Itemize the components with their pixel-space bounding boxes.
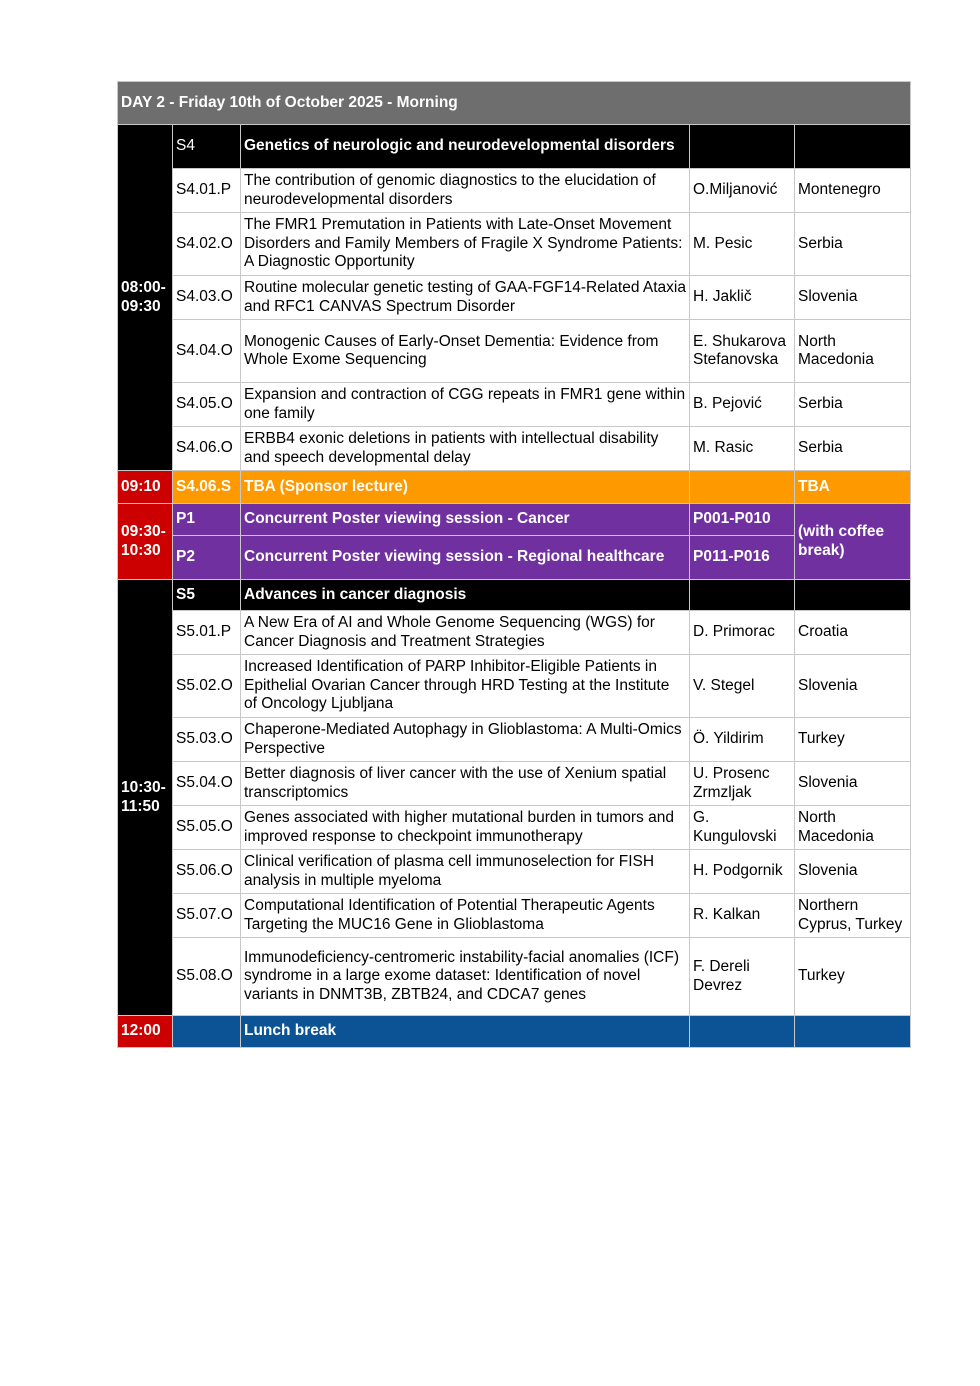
talk-code: S4.06.O bbox=[173, 427, 241, 471]
s4-code: S4 bbox=[173, 125, 241, 169]
talk-row bbox=[118, 806, 911, 850]
talk-title: Increased Identification of PARP Inhibitor-Eligible Patients in Epithelial Ovarian Cancer through HRD Testing at the Institute of Oncology Ljubljana bbox=[241, 655, 690, 718]
talk-country: Serbia bbox=[795, 427, 911, 471]
poster-row bbox=[118, 536, 911, 580]
talk-country: North Macedonia bbox=[795, 320, 911, 383]
talk-code: S4.05.O bbox=[173, 383, 241, 427]
talk-row bbox=[118, 383, 911, 427]
talk-row bbox=[118, 320, 911, 383]
talk-code: S5.02.O bbox=[173, 655, 241, 718]
talk-row bbox=[118, 276, 911, 320]
talk-row bbox=[118, 718, 911, 762]
talk-speaker: G. Kungulovski bbox=[690, 806, 795, 850]
talk-row bbox=[118, 427, 911, 471]
talk-row bbox=[118, 894, 911, 938]
talk-country: Slovenia bbox=[795, 276, 911, 320]
talk-code: S4.04.O bbox=[173, 320, 241, 383]
session-s4-header bbox=[118, 125, 911, 169]
talk-code: S5.05.O bbox=[173, 806, 241, 850]
day-title: DAY 2 - Friday 10th of October 2025 - Morning bbox=[118, 82, 911, 125]
talk-country: Croatia bbox=[795, 611, 911, 655]
posters-note: (with coffee break) bbox=[795, 504, 911, 580]
sponsor-country: TBA bbox=[795, 471, 911, 504]
s4-time: 08:00-09:30 bbox=[118, 125, 173, 471]
talk-code: S5.07.O bbox=[173, 894, 241, 938]
poster-range: P011-P016 bbox=[690, 536, 795, 580]
poster-row bbox=[118, 504, 911, 536]
talk-country: Slovenia bbox=[795, 850, 911, 894]
sponsor-code: S4.06.S bbox=[173, 471, 241, 504]
poster-title: Concurrent Poster viewing session - Regional healthcare bbox=[241, 536, 690, 580]
talk-country: Turkey bbox=[795, 938, 911, 1016]
talk-row bbox=[118, 213, 911, 276]
talk-speaker: V. Stegel bbox=[690, 655, 795, 718]
talk-code: S5.03.O bbox=[173, 718, 241, 762]
program-table bbox=[117, 81, 911, 1048]
talk-speaker: M. Rasic bbox=[690, 427, 795, 471]
talk-speaker: D. Primorac bbox=[690, 611, 795, 655]
talk-title: Chaperone-Mediated Autophagy in Glioblastoma: A Multi-Omics Perspective bbox=[241, 718, 690, 762]
talk-row bbox=[118, 762, 911, 806]
talk-country: Turkey bbox=[795, 718, 911, 762]
poster-title: Concurrent Poster viewing session - Cancer bbox=[241, 504, 690, 536]
lunch-time: 12:00 bbox=[118, 1016, 173, 1048]
poster-range: P001-P010 bbox=[690, 504, 795, 536]
talk-speaker: R. Kalkan bbox=[690, 894, 795, 938]
day-title-row bbox=[118, 82, 911, 125]
talk-code: S4.02.O bbox=[173, 213, 241, 276]
talk-title: A New Era of AI and Whole Genome Sequencing (WGS) for Cancer Diagnosis and Treatment Strategies bbox=[241, 611, 690, 655]
talk-code: S5.06.O bbox=[173, 850, 241, 894]
talk-code: S5.01.P bbox=[173, 611, 241, 655]
talk-title: Expansion and contraction of CGG repeats in FMR1 gene within one family bbox=[241, 383, 690, 427]
talk-country: Serbia bbox=[795, 213, 911, 276]
talk-row bbox=[118, 850, 911, 894]
talk-country: Slovenia bbox=[795, 762, 911, 806]
talk-title: Monogenic Causes of Early-Onset Dementia: Evidence from Whole Exome Sequencing bbox=[241, 320, 690, 383]
session-s5-header bbox=[118, 580, 911, 611]
talk-title: Immunodeficiency-centromeric instability-facial anomalies (ICF) syndrome in a large exome dataset: Identification of novel variants in DNMT3B, ZBTB24, and CDCA7 genes bbox=[241, 938, 690, 1016]
s4-title: Genetics of neurologic and neurodevelopmental disorders bbox=[241, 125, 690, 169]
talk-speaker: M. Pesic bbox=[690, 213, 795, 276]
talk-row bbox=[118, 169, 911, 213]
talk-speaker: O.Miljanović bbox=[690, 169, 795, 213]
talk-speaker: B. Pejović bbox=[690, 383, 795, 427]
talk-title: ERBB4 exonic deletions in patients with intellectual disability and speech developmental delay bbox=[241, 427, 690, 471]
talk-speaker: U. Prosenc Zrmzljak bbox=[690, 762, 795, 806]
talk-country: Serbia bbox=[795, 383, 911, 427]
s5-time: 10:30-11:50 bbox=[118, 580, 173, 1016]
sponsor-speaker bbox=[690, 471, 795, 504]
s5-title: Advances in cancer diagnosis bbox=[241, 580, 690, 611]
talk-title: Routine molecular genetic testing of GAA-FGF14-Related Ataxia and RFC1 CANVAS Spectrum Disorder bbox=[241, 276, 690, 320]
talk-title: Genes associated with higher mutational burden in tumors and improved response to checkpoint immunotherapy bbox=[241, 806, 690, 850]
talk-title: Clinical verification of plasma cell immunoselection for FISH analysis in multiple myeloma bbox=[241, 850, 690, 894]
talk-speaker: H. Podgornik bbox=[690, 850, 795, 894]
talk-code: S4.03.O bbox=[173, 276, 241, 320]
posters-time: 09:30-10:30 bbox=[118, 504, 173, 580]
talk-row bbox=[118, 938, 911, 1016]
lunch-title: Lunch break bbox=[241, 1016, 690, 1048]
poster-code: P2 bbox=[173, 536, 241, 580]
talk-country: North Macedonia bbox=[795, 806, 911, 850]
talk-title: Better diagnosis of liver cancer with the use of Xenium spatial transcriptomics bbox=[241, 762, 690, 806]
sponsor-title: TBA (Sponsor lecture) bbox=[241, 471, 690, 504]
talk-speaker: H. Jaklič bbox=[690, 276, 795, 320]
talk-country: Slovenia bbox=[795, 655, 911, 718]
talk-row bbox=[118, 611, 911, 655]
talk-country: Montenegro bbox=[795, 169, 911, 213]
talk-speaker: F. Dereli Devrez bbox=[690, 938, 795, 1016]
sponsor-time: 09:10 bbox=[118, 471, 173, 504]
talk-speaker: E. Shukarova Stefanovska bbox=[690, 320, 795, 383]
lunch-row bbox=[118, 1016, 911, 1048]
talk-code: S5.08.O bbox=[173, 938, 241, 1016]
talk-code: S5.04.O bbox=[173, 762, 241, 806]
talk-code: S4.01.P bbox=[173, 169, 241, 213]
talk-speaker: Ö. Yildirim bbox=[690, 718, 795, 762]
talk-row bbox=[118, 655, 911, 718]
talk-title: Computational Identification of Potential Therapeutic Agents Targeting the MUC16 Gene in Glioblastoma bbox=[241, 894, 690, 938]
sponsor-row bbox=[118, 471, 911, 504]
s5-code: S5 bbox=[173, 580, 241, 611]
talk-title: The contribution of genomic diagnostics to the elucidation of neurodevelopmental disorders bbox=[241, 169, 690, 213]
talk-country: Northern Cyprus, Turkey bbox=[795, 894, 911, 938]
poster-code: P1 bbox=[173, 504, 241, 536]
talk-title: The FMR1 Premutation in Patients with Late-Onset Movement Disorders and Family Members of Fragile X Syndrome Patients: A Diagnostic Opportunity bbox=[241, 213, 690, 276]
